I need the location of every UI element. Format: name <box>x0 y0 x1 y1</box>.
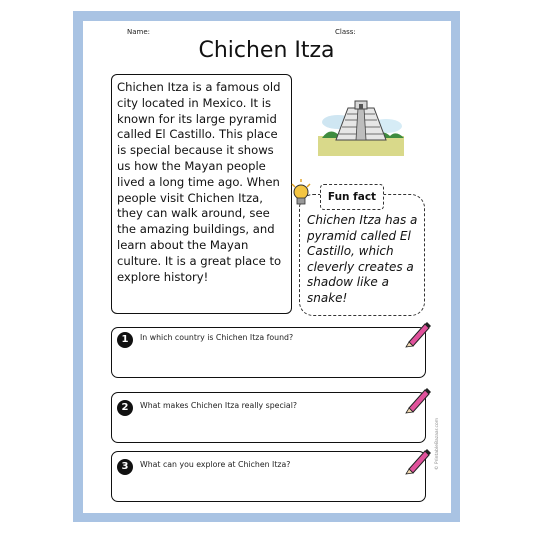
question-1-text: In which country is Chichen Itza found? <box>140 333 294 342</box>
fun-fact-text: Chichen Itza has a pyramid called El Castillo, which cleverly creates a shadow like a snake! <box>307 213 418 305</box>
question-3-number: 3 <box>117 459 133 475</box>
pencil-icon <box>403 318 433 348</box>
question-2-number: 2 <box>117 400 133 416</box>
name-label: Name: <box>127 28 151 36</box>
copyright-text: © PrintableBazaar.com <box>435 417 440 470</box>
reading-passage: Chichen Itza is a famous old city located in Mexico. It is known for its large pyramid called El Castillo. This place is special because it shows us how the Mayan people lived a long time ago. When people visit Chichen Itza, they can walk around, see the amazing buildings, and learn about the Mayan culture. It is a great place to explore history! <box>111 74 292 314</box>
class-label: Class: <box>335 28 356 36</box>
pencil-icon <box>403 445 433 475</box>
pencil-icon <box>403 384 433 414</box>
question-3-answer-box[interactable] <box>111 451 426 502</box>
question-3-text: What can you explore at Chichen Itza? <box>140 460 291 469</box>
page-title: Chichen Itza <box>198 38 335 63</box>
pyramid-illustration <box>316 96 406 158</box>
fun-fact-heading: Fun fact <box>320 184 384 210</box>
question-1-number: 1 <box>117 332 133 348</box>
lightbulb-icon <box>290 178 312 208</box>
question-2-answer-box[interactable] <box>111 392 426 443</box>
question-2-text: What makes Chichen Itza really special? <box>140 401 297 410</box>
